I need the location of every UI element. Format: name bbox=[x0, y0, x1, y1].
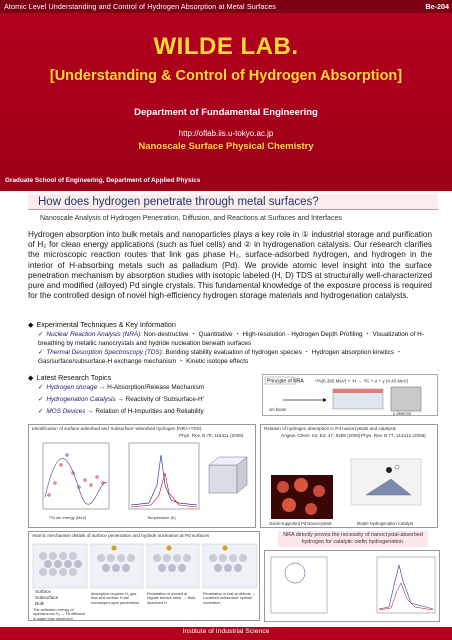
lattice-panel bbox=[91, 544, 143, 588]
figure-nra-tds bbox=[28, 424, 256, 528]
topics-heading: ◆ Latest Research Topics bbox=[28, 373, 112, 382]
figure-caption: Relation of hydrogen absorption in Pd-nanocrystals and catalysis bbox=[264, 426, 397, 431]
checkmark-icon: ✓ bbox=[38, 349, 44, 356]
lab-url[interactable]: http://oflab.iis.u-tokyo.ac.jp bbox=[178, 129, 274, 138]
checkmark-icon: ✓ bbox=[38, 408, 44, 415]
nanocrystal-figures bbox=[261, 425, 439, 529]
header-band bbox=[0, 0, 452, 191]
checkmark-icon: ✓ bbox=[38, 396, 44, 403]
mechanism-text: The activation energy of spontaneous Hₛ → Hₕ diffusion is larger than observed! bbox=[33, 608, 86, 621]
lattice-panel bbox=[203, 544, 257, 588]
technique-item-tds: ✓ Thermal Desorption Spectroscopy (TDS): Bonding stability evaluation of hydrogen species ・ Hydrogen absorption kinetics ・ Gas/surface/subsurface-H exchange mechanism ・ Kinetic isotope effects bbox=[38, 349, 403, 365]
detector-block bbox=[391, 387, 421, 411]
lattice-cube bbox=[209, 457, 247, 493]
nra-plot-frame bbox=[43, 443, 109, 509]
figure-reference: Phys. Rev. B 78, 115411 (2008) bbox=[179, 433, 244, 438]
checkmark-icon: ✓ bbox=[38, 331, 44, 338]
lab-subtitle: [Understanding & Control of Hydrogen Absorption] bbox=[49, 68, 403, 84]
mechanism-text: Absorption requires H₂ gas flow and surface H are exchanged upon penetration. bbox=[91, 592, 141, 605]
topic-item: ✓ Hydrogenation Catalysis → Reactivity of ‘Subsurface-H’ bbox=[38, 396, 205, 403]
research-group: Nanoscale Surface Physical Chemistry bbox=[138, 141, 314, 152]
intro-paragraph: Hydrogen absorption into bulk metals and nanoparticles plays a key role in ① industrial storage and purification of H₂ for clean energy applications (such as fuel cells) and ② in hydrogenation catalysis. Our research clarifies the microscopic reaction routes that link gas phase H₂, surface-adsorbed hydrogen, and hydrogen in the interior of H-absorbing metals such as palladium (Pd). We provide atomic level insight into the surface penetration mechanism by absorption studies with isotopic labeled (H, D) TDS at structurally well-characterized pure and modified (alloyed) Pd single crystals. This fundamental knowledge of the exposure process is required for the controlled design of novel high-efficiency hydrogen storage materials and hydrogenation catalysts. bbox=[28, 230, 432, 301]
techniques-heading: ◆ Experimental Techniques & Key Information bbox=[28, 320, 176, 329]
poster-topic: Atomic Level Understanding and Control of Hydrogen Absorption at Metal Surfaces bbox=[4, 2, 276, 11]
depth-profile-plots bbox=[265, 551, 441, 623]
lattice-panel bbox=[33, 544, 87, 588]
catalyst-label: Model Hydrogenation Catalyst bbox=[357, 521, 414, 526]
booth-code: Be-204 bbox=[425, 2, 449, 11]
mechanism-text: Penetration is fast at defects → Localized subsurface hydride nucleation. bbox=[203, 592, 256, 605]
surface-layer bbox=[333, 389, 383, 393]
nra-x-label: ¹⁵N ion energy [MeV] bbox=[49, 515, 87, 520]
diamond-bullet-icon: ◆ bbox=[28, 320, 34, 329]
institute-name: Institute of Industrial Science bbox=[182, 628, 270, 635]
detector-label: γ detector bbox=[393, 411, 412, 416]
ion-beam-label: ion beam bbox=[269, 407, 287, 412]
topic-item: ✓ Hydrogen storage → H-Absorption/Release Mechanism bbox=[38, 384, 205, 391]
nra-note: NRA directly proves the necessity of nanocrystal-absorbed hydrogen for catalytic olefin hydrogenation. bbox=[283, 532, 423, 545]
nanocrystal-image bbox=[271, 475, 333, 519]
lattice-panel bbox=[147, 544, 199, 588]
technique-item-nra: ✓ Nuclear Reaction Analysis (NRA): Non-destructive ・ Quantitative ・ High-resolution - Hydrogen Depth Profiling ・ Visualization of H-breathing by metallic nanocrystals and hydride nucleation beneath surfaces bbox=[38, 331, 424, 347]
nra-note-box bbox=[278, 531, 428, 547]
diamond-bullet-icon: ◆ bbox=[28, 373, 34, 382]
department: Department of Fundamental Engineering bbox=[134, 107, 318, 118]
question-subtitle: Nanoscale Analysis of Hydrogen Penetration, Diffusion, and Reactions at Surfaces and Interfaces bbox=[40, 215, 342, 222]
lattice-label-surface: Surface bbox=[35, 589, 51, 594]
tds-x-label: Temperature [K] bbox=[147, 515, 176, 520]
nra-reaction: ¹⁵N(6.385 MeV) + ¹H → ¹²C + α + γ (4.43 MeV) bbox=[315, 378, 409, 384]
arrow-head-icon bbox=[323, 398, 327, 402]
lattice-label-bulk: Bulk bbox=[35, 601, 44, 606]
nra-tds-plots bbox=[29, 425, 257, 529]
figure-nanocrystal-catalysis bbox=[260, 424, 438, 528]
figure-depth-profile bbox=[264, 550, 440, 622]
catalyst-model-image bbox=[351, 459, 421, 505]
lab-title: WILDE LAB. bbox=[153, 33, 299, 60]
mechanism-text: Penetration is slowed at regular terrace sites! → Bulk-dissolved H bbox=[147, 592, 197, 605]
graduate-school: Graduate School of Engineering, Department of Applied Physics bbox=[5, 177, 201, 184]
figure-atomic-mechanism bbox=[28, 531, 260, 621]
figure-reference: Phys. Rev. B 77, 113412 (2008) bbox=[361, 433, 426, 438]
nanocrystal-label: Oxide-supported Pd Nanocrystals bbox=[269, 521, 332, 526]
checkmark-icon: ✓ bbox=[38, 384, 44, 391]
figure-caption: Identification of surface-adsorbed and 'subsurface'-absorbed hydrogen (NRA+TDS) bbox=[32, 426, 202, 431]
lattice-label-subsurface: Subsurface bbox=[35, 595, 59, 600]
topic-item: ✓ MOS Devices → Relation of H-Impurities and Reliability bbox=[38, 408, 204, 415]
nra-principle-diagram bbox=[263, 375, 439, 417]
figure-reference: Angew. Chem. Int. Ed. 47, 9289 (2008) bbox=[281, 433, 361, 438]
main-question: How does hydrogen penetrate through metal surfaces? bbox=[38, 196, 319, 208]
nra-title: Principle of NRA bbox=[267, 378, 304, 385]
nra-principle-box bbox=[262, 374, 438, 416]
figure-caption: Atomic mechanism details of surface penetration and hydride nucleation at Pd surfaces bbox=[32, 533, 210, 538]
